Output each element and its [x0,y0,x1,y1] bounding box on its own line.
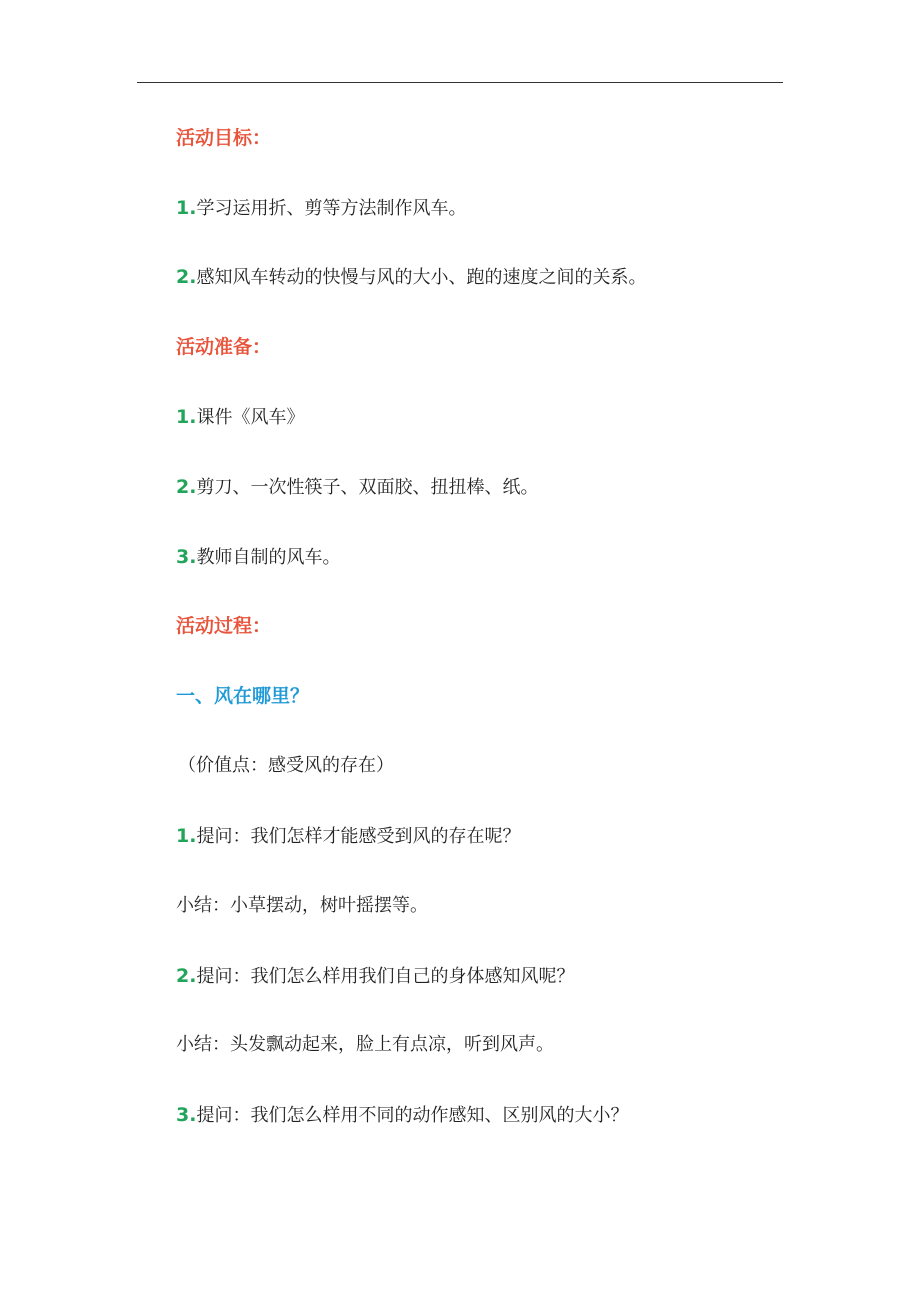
prep-item-1 [176,404,304,431]
question-1-text: 提问：我们怎样才能感受到风的存在呢？ [196,826,521,847]
goal-item-1-text: 学习运用折、剪等方法制作风车。 [196,198,467,219]
question-2 [176,963,574,990]
question-3-number: 3. [176,1104,197,1126]
prep-item-1-number: 1. [176,406,197,428]
question-2-text: 提问：我们怎么样用我们自己的身体感知风呢？ [196,966,575,987]
prep-item-3 [176,544,340,571]
summary-2: 小结：头发飘动起来，脸上有点凉，听到风声。 [176,1034,554,1055]
prep-item-2-text: 剪刀、一次性筷子、双面胶、扭扭棒、纸。 [196,477,539,498]
section-title-goals: 活动目标： [176,127,272,149]
prep-item-3-text: 教师自制的风车。 [196,547,341,568]
question-2-number: 2. [176,965,197,987]
question-1 [176,823,520,850]
prep-item-1-text: 课件《风车》 [196,407,305,428]
prep-item-3-number: 3. [176,546,197,568]
prep-item-2 [176,474,538,501]
value-note: （价值点：感受风的存在） [178,755,394,776]
goal-item-2-text: 感知风车转动的快慢与风的大小、跑的速度之间的关系。 [196,267,647,288]
header-rule [137,82,783,83]
section-title-prep: 活动准备： [176,336,272,358]
goal-item-1-number: 1. [176,197,197,219]
subsection-title-part1: 一、风在哪里？ [176,685,310,707]
prep-item-2-number: 2. [176,476,197,498]
question-1-number: 1. [176,825,197,847]
goal-item-2 [176,264,646,291]
summary-1: 小结：小草摆动，树叶摇摆等。 [176,895,428,916]
question-3 [176,1102,628,1129]
goal-item-2-number: 2. [176,266,197,288]
question-3-text: 提问：我们怎么样用不同的动作感知、区别风的大小？ [196,1105,629,1126]
section-title-process: 活动过程： [176,615,272,637]
goal-item-1 [176,195,466,222]
